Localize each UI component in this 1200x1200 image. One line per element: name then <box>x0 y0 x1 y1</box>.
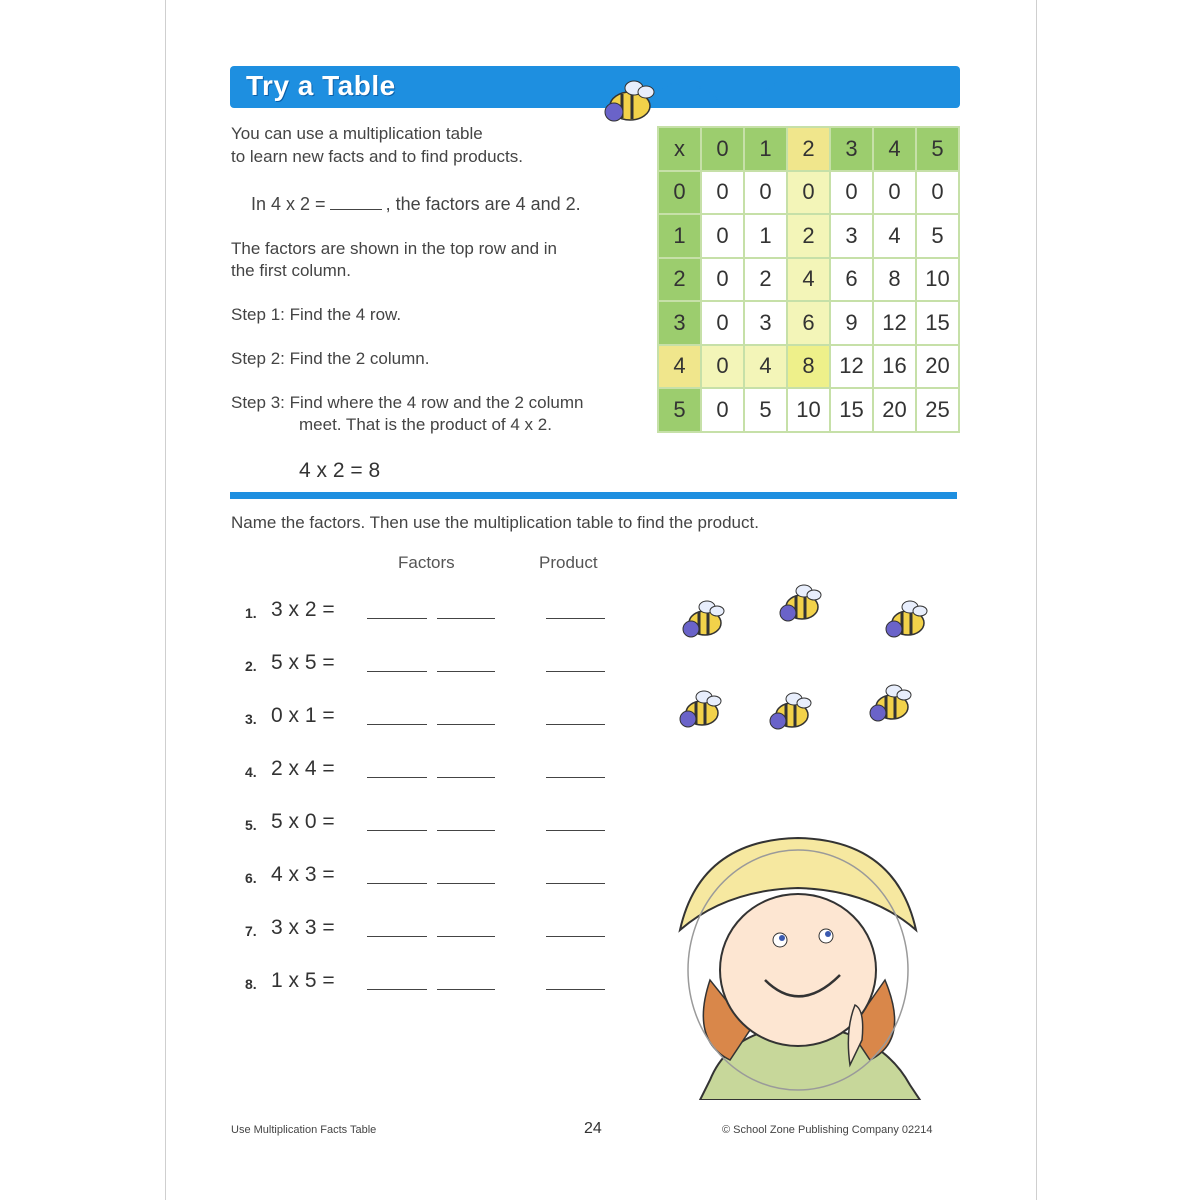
table-cell: 15 <box>830 388 873 432</box>
problem-equation: 3 x 2 = <box>271 598 335 621</box>
factor-2-input[interactable] <box>437 918 495 937</box>
instructions: Name the factors. Then use the multiplication table to find the product. <box>231 513 759 532</box>
table-cell: 4 <box>744 345 787 389</box>
section-divider <box>230 492 957 499</box>
product-input[interactable] <box>546 812 605 831</box>
factors-line-2: the first column. <box>231 261 351 280</box>
page-number: 24 <box>584 1120 602 1137</box>
problem-equation: 0 x 1 = <box>271 704 335 727</box>
factor-1-input[interactable] <box>367 865 427 884</box>
table-cell: 15 <box>916 301 959 345</box>
table-cell: 2 <box>787 127 830 171</box>
problem-equation: 3 x 3 = <box>271 916 335 939</box>
problem-equation: 4 x 3 = <box>271 863 335 886</box>
table-cell: 6 <box>787 301 830 345</box>
factor-1-input[interactable] <box>367 706 427 725</box>
bee-icon <box>870 685 911 721</box>
footer-topic: Use Multiplication Facts Table <box>231 1124 377 1136</box>
problem-number: 1. <box>245 605 257 621</box>
table-cell: 0 <box>701 258 744 302</box>
table-cell: 4 <box>873 127 916 171</box>
intro-line-1: You can use a multiplication table <box>231 124 483 143</box>
product-input[interactable] <box>546 759 605 778</box>
step-2: Step 2: Find the 2 column. <box>231 349 430 368</box>
problem-number: 3. <box>245 711 257 727</box>
factors-column-header: Factors <box>398 553 455 572</box>
step-3-continued: meet. That is the product of 4 x 2. <box>299 415 552 434</box>
table-row-highlighted <box>658 345 959 389</box>
table-cell: 0 <box>873 171 916 215</box>
table-row <box>658 171 959 215</box>
product-input[interactable] <box>546 865 605 884</box>
factor-2-input[interactable] <box>437 600 495 619</box>
example-answer: 4 x 2 = 8 <box>299 459 381 482</box>
problem-number: 4. <box>245 764 257 780</box>
table-cell: 3 <box>830 127 873 171</box>
table-cell: 0 <box>701 345 744 389</box>
table-cell: 0 <box>701 127 744 171</box>
factor-1-input[interactable] <box>367 918 427 937</box>
factor-1-input[interactable] <box>367 812 427 831</box>
factor-1-input[interactable] <box>367 653 427 672</box>
table-cell: 2 <box>658 258 701 302</box>
table-cell: 25 <box>916 388 959 432</box>
table-row <box>658 301 959 345</box>
table-cell: x <box>658 127 701 171</box>
problem-number: 5. <box>245 817 257 833</box>
table-cell: 10 <box>787 388 830 432</box>
factor-2-input[interactable] <box>437 759 495 778</box>
table-cell: 5 <box>658 388 701 432</box>
step-1: Step 1: Find the 4 row. <box>231 305 402 324</box>
table-cell: 5 <box>916 127 959 171</box>
bee-icon <box>886 601 927 637</box>
table-cell: 2 <box>787 214 830 258</box>
footer-copyright: © School Zone Publishing Company 02214 <box>722 1124 933 1136</box>
bee-icon <box>683 601 724 637</box>
table-row <box>658 258 959 302</box>
factor-2-input[interactable] <box>437 812 495 831</box>
product-input[interactable] <box>546 600 605 619</box>
problem-number: 6. <box>245 870 257 886</box>
factor-1-input[interactable] <box>367 971 427 990</box>
problem-number: 7. <box>245 923 257 939</box>
table-cell: 9 <box>830 301 873 345</box>
table-cell: 4 <box>787 258 830 302</box>
table-cell: 3 <box>744 301 787 345</box>
table-cell: 0 <box>916 171 959 215</box>
table-cell: 1 <box>744 214 787 258</box>
factor-2-input[interactable] <box>437 971 495 990</box>
table-cell: 2 <box>744 258 787 302</box>
product-column-header: Product <box>539 553 598 572</box>
multiplication-table <box>657 126 960 433</box>
page-title: Try a Table <box>246 70 396 101</box>
table-cell: 6 <box>830 258 873 302</box>
table-cell: 5 <box>744 388 787 432</box>
bee-icon <box>780 585 821 621</box>
bees-illustration <box>660 575 960 745</box>
step-3: Step 3: Find where the 4 row and the 2 column <box>231 393 584 412</box>
table-cell: 0 <box>744 171 787 215</box>
example-sentence <box>251 193 581 215</box>
example-prefix: In 4 x 2 = <box>251 194 326 214</box>
factor-2-input[interactable] <box>437 653 495 672</box>
table-cell: 12 <box>873 301 916 345</box>
table-cell: 4 <box>873 214 916 258</box>
factor-1-input[interactable] <box>367 600 427 619</box>
problem-equation: 5 x 5 = <box>271 651 335 674</box>
table-cell: 5 <box>916 214 959 258</box>
table-cell: 0 <box>787 171 830 215</box>
table-cell: 12 <box>830 345 873 389</box>
problem-equation: 2 x 4 = <box>271 757 335 780</box>
bee-icon <box>680 691 721 727</box>
table-cell: 20 <box>873 388 916 432</box>
table-cell: 10 <box>916 258 959 302</box>
table-cell: 20 <box>916 345 959 389</box>
table-cell: 0 <box>658 171 701 215</box>
problem-number: 2. <box>245 658 257 674</box>
table-cell: 0 <box>701 301 744 345</box>
table-cell: 3 <box>830 214 873 258</box>
intro-line-2: to learn new facts and to find products. <box>231 147 524 166</box>
factor-2-input[interactable] <box>437 706 495 725</box>
table-cell: 4 <box>658 345 701 389</box>
table-row <box>658 214 959 258</box>
table-cell: 16 <box>873 345 916 389</box>
table-cell: 0 <box>701 388 744 432</box>
table-header-row <box>658 127 959 171</box>
product-input[interactable] <box>546 918 605 937</box>
table-cell: 8 <box>873 258 916 302</box>
table-cell: 0 <box>830 171 873 215</box>
problem-number: 8. <box>245 976 257 992</box>
table-cell: 1 <box>744 127 787 171</box>
flying-bee-icon <box>600 76 810 132</box>
table-cell: 1 <box>658 214 701 258</box>
example-blank <box>330 193 382 210</box>
problem-equation: 1 x 5 = <box>271 969 335 992</box>
problem-equation: 5 x 0 = <box>271 810 335 833</box>
factor-2-input[interactable] <box>437 865 495 884</box>
example-suffix: , the factors are 4 and 2. <box>385 194 581 214</box>
product-input[interactable] <box>546 706 605 725</box>
product-input[interactable] <box>546 971 605 990</box>
product-input[interactable] <box>546 653 605 672</box>
product-cell: 8 <box>787 345 830 389</box>
factor-1-input[interactable] <box>367 759 427 778</box>
table-cell: 0 <box>701 171 744 215</box>
beekeeper-girl-illustration <box>670 830 930 1100</box>
table-cell: 3 <box>658 301 701 345</box>
factors-line-1: The factors are shown in the top row and in <box>231 239 558 258</box>
bee-icon <box>770 693 811 729</box>
table-row <box>658 388 959 432</box>
table-cell: 0 <box>701 214 744 258</box>
